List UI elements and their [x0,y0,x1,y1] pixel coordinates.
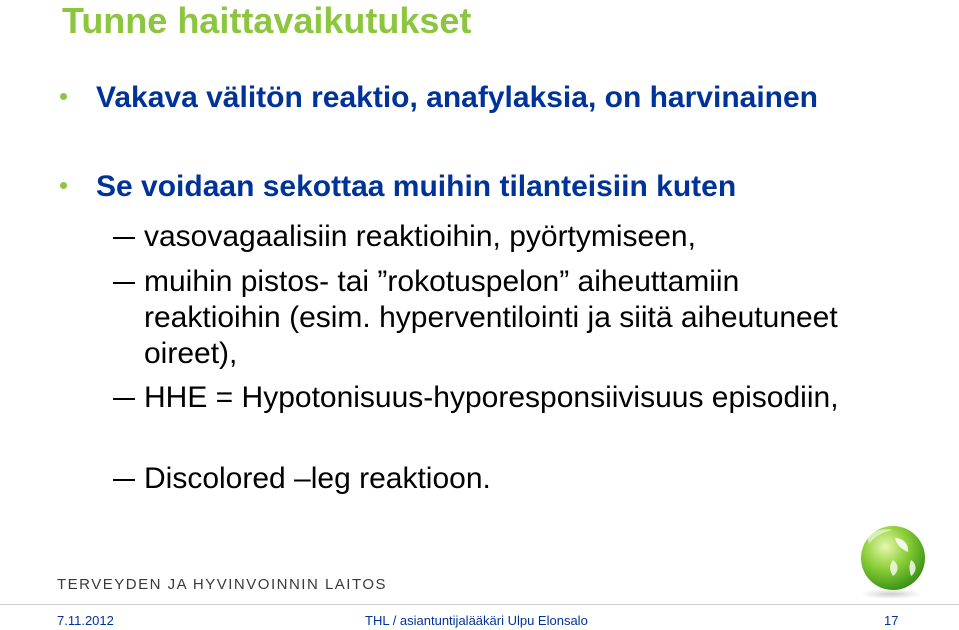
footer-date: 7.11.2012 [57,613,114,628]
slide-title: Tunne haittavaikutukset [62,0,472,41]
bullet-dot [60,182,67,189]
bullet-dot [60,93,67,100]
subbullet-item: muihin pistos- tai ”rokotuspelon” aiheuttamiin reaktioihin (esim. hyperventilointi ja siitä aiheutuneet oireet), [144,265,838,370]
dash-marker [113,398,135,400]
subbullet-item: HHE = Hypotonisuus-hyporesponsiivisuus episodiin, [144,381,839,414]
subbullet-item: Discolored –leg reaktioon. [144,462,491,495]
subbullet-item: vasovagaalisiin reaktioihin, pyörtymiseen, [144,220,696,253]
dash-marker [113,479,135,481]
organization-name: TERVEYDEN JA HYVINVOINNIN LAITOS [57,576,388,593]
footer-author: THL / asiantuntijalääkäri Ulpu Elonsalo [365,613,588,628]
bullet-item: Vakava välitön reaktio, anafylaksia, on harvinainen [96,81,818,114]
footer-divider [0,604,959,605]
dash-marker [113,237,135,239]
green-sphere-logo-icon [833,520,933,600]
bullet-item: Se voidaan sekottaa muihin tilanteisiin kuten [96,170,737,203]
dash-marker [113,282,135,284]
page-number: 17 [884,613,899,628]
